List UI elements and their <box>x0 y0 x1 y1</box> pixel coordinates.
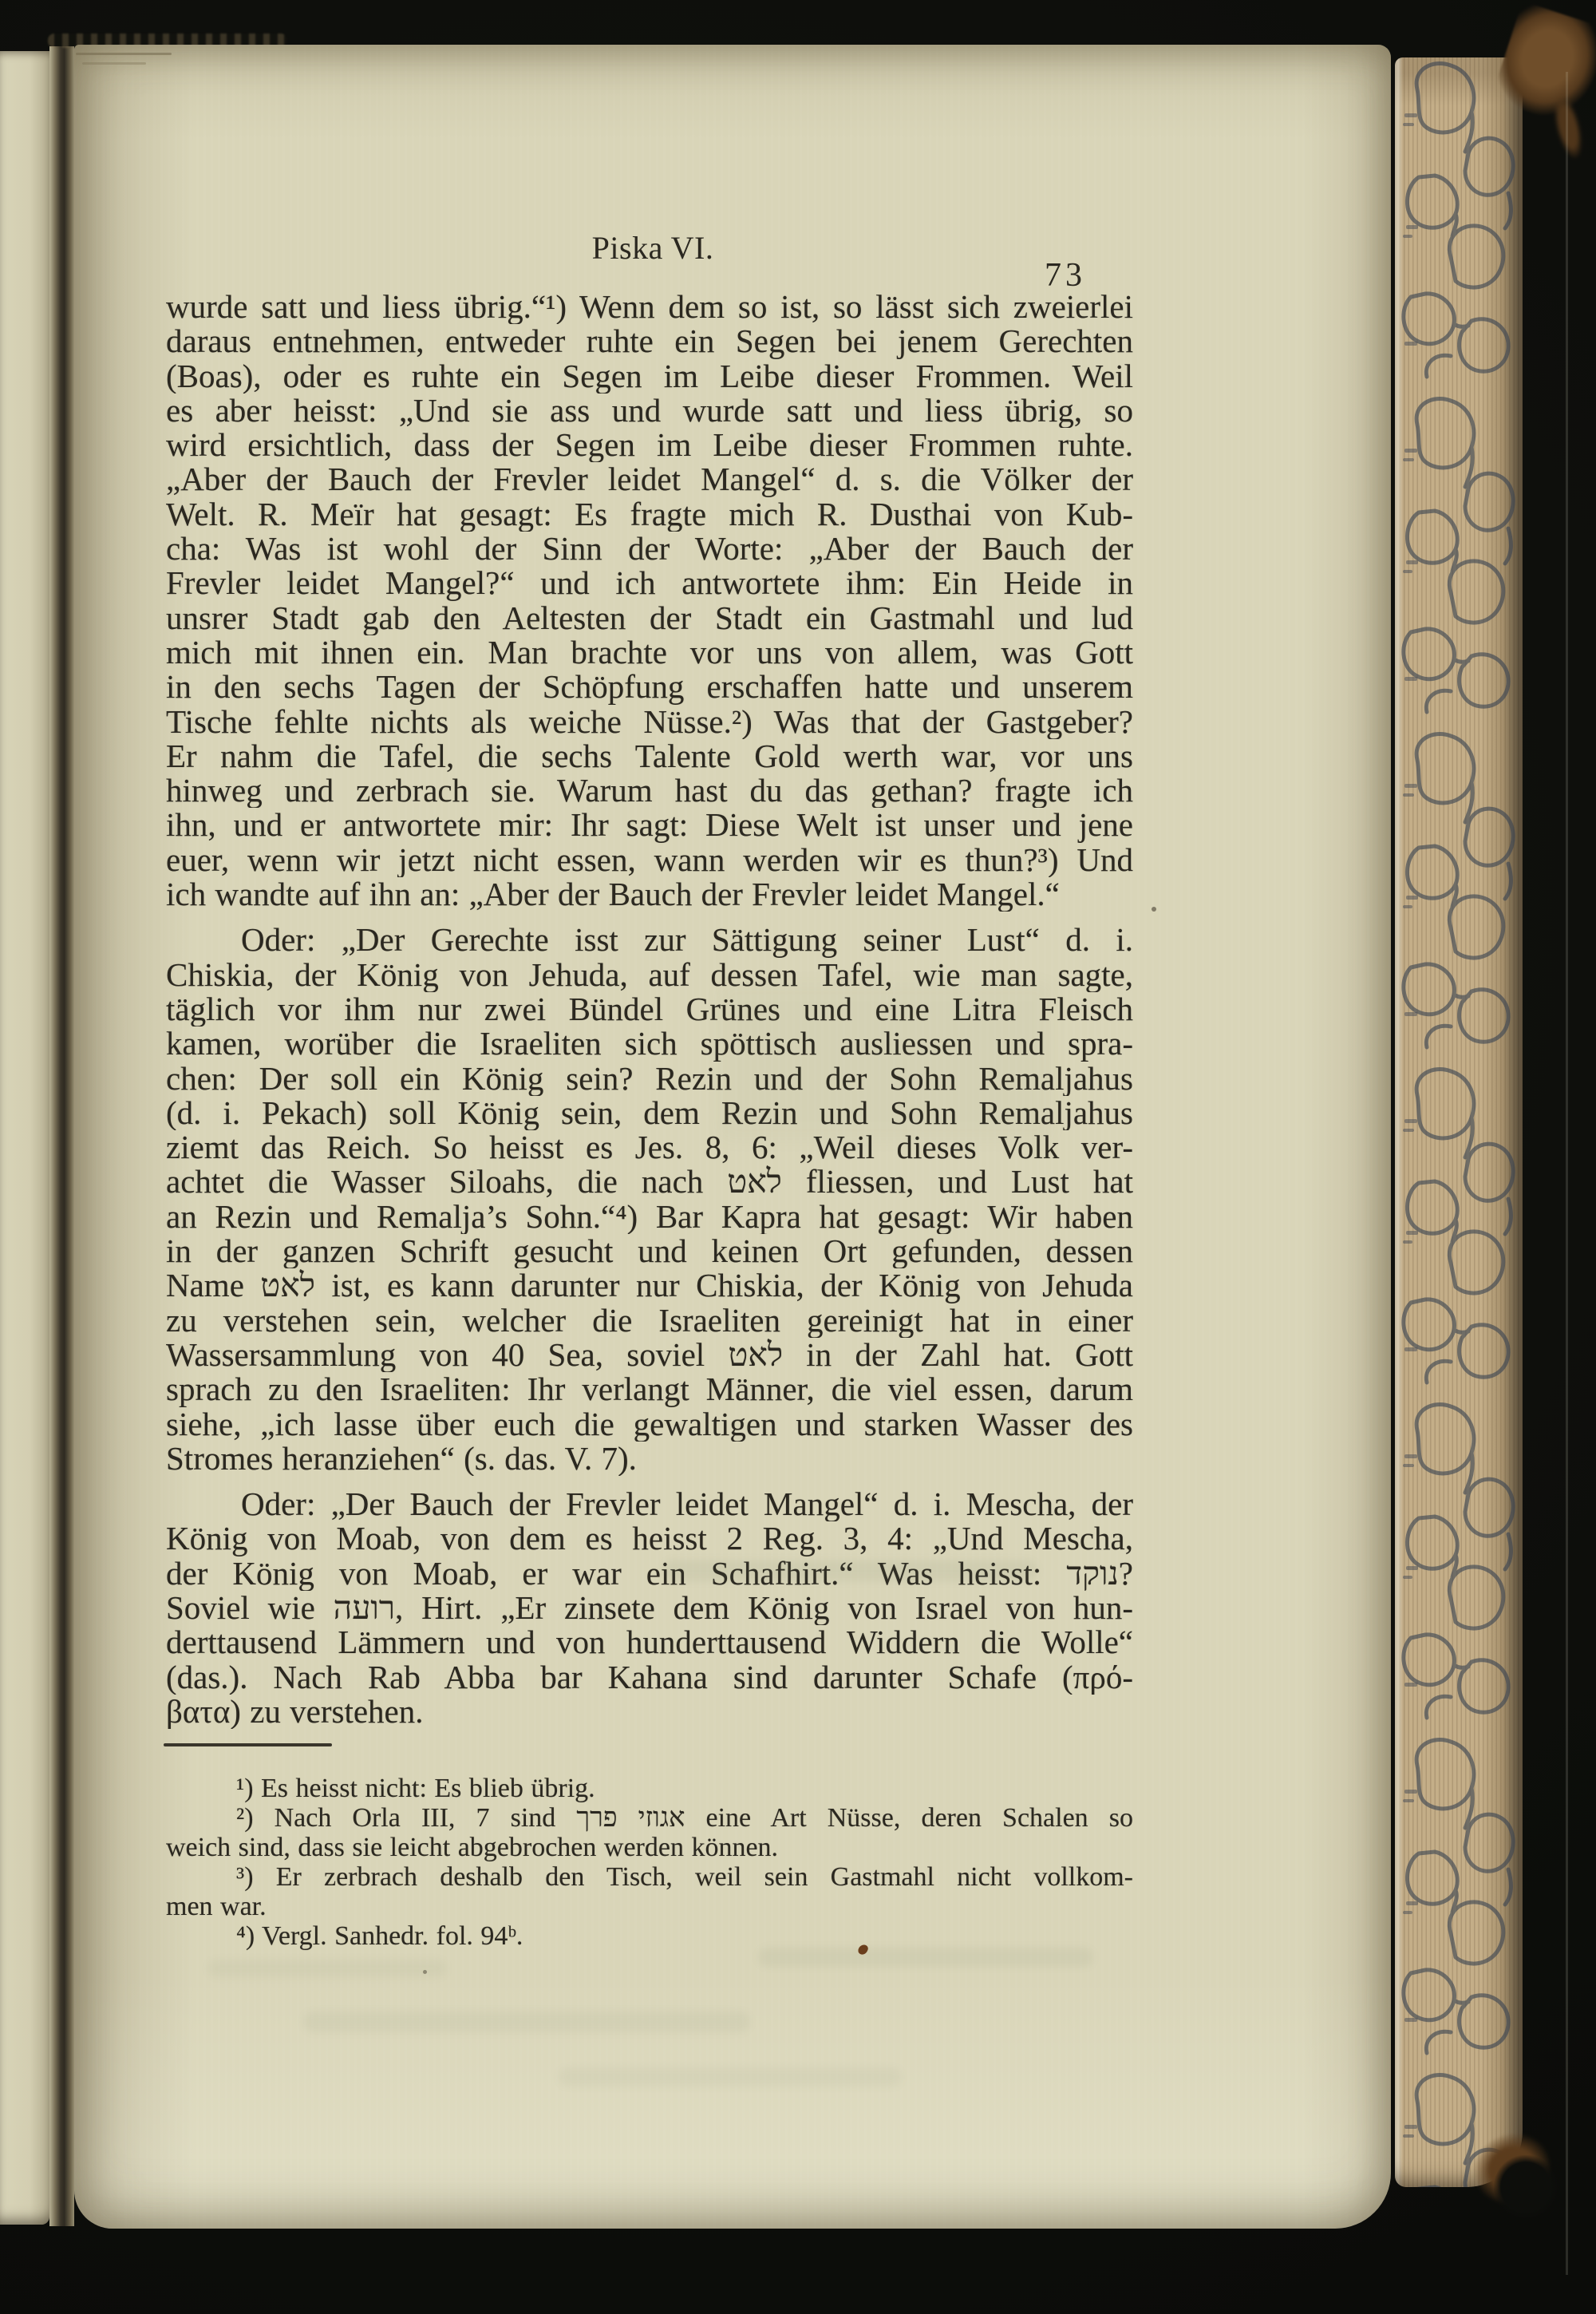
text-line: Soviel wie רועה, Hirt. „Er zinsete dem König von Israel von hun- <box>166 1590 1133 1626</box>
bleed-through-smudge <box>718 982 1053 1141</box>
bleed-through-smudge <box>303 2011 750 2032</box>
text-line: achtet die Wasser Siloahs, die nach לאט fliessen, und Lust hat <box>166 1165 1133 1200</box>
text-line: Tische fehlte nichts als weiche Nüsse.²) Was that der Gastgeber? <box>166 704 1133 739</box>
gutter-shadow <box>49 46 74 2226</box>
text-line: Name לאט ist, es kann darunter nur Chiskia, der König von Jehuda <box>166 1268 1133 1303</box>
text-line: Chiskia, der König von Jehuda, auf dessen Tafel, wie man sagte, <box>166 957 1133 992</box>
ink-speck <box>423 1970 427 1974</box>
footnote-line: ³) Er zerbrach deshalb den Tisch, weil sein Gastmahl nicht vollkom- <box>236 1862 1133 1892</box>
text-line: Oder: „Der Gerechte isst zur Sättigung seiner Lust“ d. i. <box>241 923 1133 958</box>
text-line: der König von Moab, er war ein Schafhirt.“ Was heisst: נוקד? <box>166 1556 1133 1591</box>
text-line: (Boas), oder es ruhte ein Segen im Leibe dieser Frommen. Weil <box>166 358 1133 394</box>
text-line: Welt. R. Meïr hat gesagt: Es fragte mich R. Dusthai von Kub- <box>166 496 1133 532</box>
cover-notch <box>1494 2155 1558 2219</box>
section-title: Piska VI. <box>591 230 714 266</box>
bleed-through-smudge <box>758 1948 1093 1967</box>
text-line: Frevler leidet Mangel?“ und ich antwortete ihm: Ein Heide in <box>166 566 1133 601</box>
text-line: Stromes heranziehen“ (s. das. V. 7). <box>166 1441 637 1477</box>
text-line: (d. i. Pekach) soll König sein, dem Rezin und Sohn Remaljahus <box>166 1095 1133 1131</box>
footnote-line: ⁴) Vergl. Sanhedr. fol. 94ᵇ. <box>236 1921 523 1951</box>
text-line: ziemt das Reich. So heisst es Jes. 8, 6: „Weil dieses Volk ver- <box>166 1130 1133 1165</box>
text-line: chen: Der soll ein König sein? Rezin und der Sohn Remaljahus <box>166 1061 1133 1096</box>
bleed-through-smudge <box>662 1560 1037 1581</box>
page-edge-line <box>82 62 146 65</box>
footnotes <box>166 1774 1133 1951</box>
cover-seam-line <box>1566 72 1568 2275</box>
text-line: wird ersichtlich, dass der Segen im Leibe dieser Frommen ruhte. <box>166 428 1133 463</box>
text-line: βατα) zu verstehen. <box>166 1694 424 1730</box>
text-line: derttausend Lämmern und von hunderttausend Widdern die Wolle“ <box>166 1625 1133 1660</box>
text-line: in den sechs Tagen der Schöpfung erschaffen hatte und unserem <box>166 670 1133 705</box>
text-line: Oder: „Der Bauch der Frevler leidet Mangel“ d. i. Mescha, der <box>241 1487 1133 1522</box>
text-line: sprach zu den Israeliten: Ihr verlangt Männer, die viel essen, darum <box>166 1372 1133 1407</box>
fore-edge-pages <box>1395 57 1523 2187</box>
ink-speck <box>1152 907 1156 912</box>
text-line: in der ganzen Schrift gesucht und keinen Ort gefunden, dessen <box>166 1234 1133 1269</box>
text-line: ich wandte auf ihn an: „Aber der Bauch der Frevler leidet Mangel.“ <box>166 877 1060 912</box>
text-line: euer, wenn wir jetzt nicht essen, wann werden wir es thun?³) Und <box>166 842 1133 878</box>
text-line: „Aber der Bauch der Frevler leidet Mangel“ d. s. die Völker der <box>166 462 1133 497</box>
bleed-through-smudge <box>559 2067 902 2087</box>
text-line: siehe, „ich lasse über euch die gewaltigen und starken Wasser des <box>166 1406 1133 1442</box>
text-line: ihn, und er antwortete mir: Ihr sagt: Diese Welt ist unser und jene <box>166 808 1133 843</box>
text-line: zu verstehen sein, welcher die Israeliten gereinigt hat in einer <box>166 1303 1133 1338</box>
text-line: täglich vor ihm nur zwei Bündel Grünes und eine Litra Fleisch <box>166 991 1133 1027</box>
text-line: hinweg und zerbrach sie. Warum hast du das gethan? fragte ich <box>166 773 1133 809</box>
page-number: 73 <box>1045 257 1086 294</box>
bleed-through-smudge <box>207 1960 447 1977</box>
footnote-line: men war. <box>166 1892 267 1921</box>
footnote-line: weich sind, dass sie leicht abgebrochen werden können. <box>166 1833 779 1862</box>
text-line: mich mit ihnen ein. Man brachte vor uns von allem, was Gott <box>166 635 1133 670</box>
text-line: an Rezin und Remalja’s Sohn.“⁴) Bar Kapra hat gesagt: Wir haben <box>166 1199 1133 1235</box>
facing-page-edge <box>0 51 49 2225</box>
text-line: unsrer Stadt gab den Aeltesten der Stadt ein Gastmahl und lud <box>166 600 1133 635</box>
text-line: Wassersammlung von 40 Sea, soviel לאט in der Zahl hat. Gott <box>166 1337 1133 1373</box>
text-line: cha: Was ist wohl der Sinn der Worte: „Aber der Bauch der <box>166 532 1133 567</box>
footnote-line: ¹) Es heisst nicht: Es blieb übrig. <box>236 1774 595 1803</box>
text-line: daraus entnehmen, entweder ruhte ein Segen bei jenem Gerechten <box>166 324 1133 359</box>
text-line: kamen, worüber die Israeliten sich spöttisch ausliessen und spra- <box>166 1026 1133 1062</box>
text-line: König von Moab, von dem es heisst 2 Reg. 3, 4: „Und Mescha, <box>166 1521 1133 1557</box>
footnote-line: ²) Nach Orla III, 7 sind אגוזי פרך eine Art Nüsse, deren Schalen so <box>236 1803 1133 1833</box>
page-edge-line <box>76 53 172 55</box>
text-line: wurde satt und liess übrig.“¹) Wenn dem so ist, so lässt sich zweierlei <box>166 290 1133 325</box>
fore-edge-marbling <box>1395 57 1523 2187</box>
text-line: es aber heisst: „Und sie ass und wurde satt und liess übrig, so <box>166 393 1133 429</box>
book-page <box>74 45 1391 2229</box>
text-line: (das.). Nach Rab Abba bar Kahana sind darunter Schafe (πρό- <box>166 1659 1133 1695</box>
footnote-separator <box>164 1743 332 1746</box>
text-line: Er nahm die Tafel, die sechs Talente Gold werth war, vor uns <box>166 738 1133 774</box>
